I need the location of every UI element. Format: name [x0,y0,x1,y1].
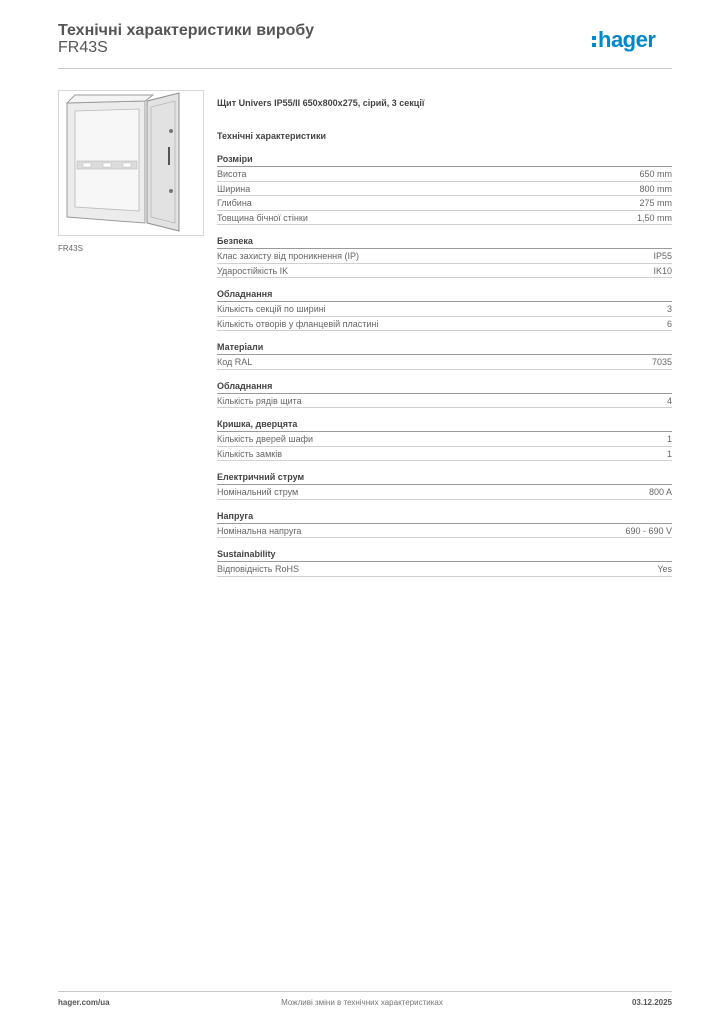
spec-value: 275 mm [639,198,672,208]
spec-group-sustainability [217,548,672,577]
spec-value: 3 [666,304,672,314]
hager-logo [592,28,672,57]
spec-value: 800 mm [639,183,672,194]
spec-value: 650 mm [639,169,672,179]
spec-label: Відповідність RoHS [217,564,299,574]
spec-label: Кількість отворів у фланцевій пластині [217,318,379,329]
footer-notice: Можливі зміни в технічних характеристиках [281,998,443,1007]
spec-value: 800 A [648,487,672,497]
spec-row [217,196,672,211]
footer-website-link[interactable]: hager.com/ua [58,998,110,1007]
spec-group-equipment-rows [217,380,672,409]
spec-value: 1,50 mm [636,212,672,223]
spec-group-title: Sustainability [217,548,672,562]
spec-group-door [217,418,672,461]
spec-value: 7035 [651,357,672,367]
spec-row [217,211,672,226]
specs-heading: Технічні характеристики [217,131,326,141]
spec-group-safety [217,235,672,278]
spec-group-title: Матеріали [217,341,672,355]
spec-value: 690 - 690 V [625,525,672,536]
spec-label: Товщина бічної стінки [217,212,308,223]
spec-label: Ударостійкість IK [217,265,289,276]
product-image [58,90,204,236]
spec-label: Код RAL [217,357,253,367]
header-divider [58,68,672,69]
spec-label: Кількість рядів щита [217,395,302,406]
hager-logo-mark [592,28,672,52]
product-name: Щит Univers IP55/II 650x800x275, сірий, 3 секції [217,98,425,108]
spec-group-voltage [217,510,672,539]
spec-row [217,182,672,197]
spec-row [217,317,672,332]
spec-group-title: Кришка, дверцята [217,418,672,432]
spec-label: Кількість секцій по ширині [217,304,326,314]
spec-value: 1 [666,434,672,444]
spec-label: Клас захисту від проникнення (IP) [217,251,360,261]
spec-row [217,302,672,317]
spec-group-title: Розміри [217,153,672,167]
spec-label: Кількість дверей шафи [217,434,314,444]
spec-row [217,485,672,500]
spec-row [217,355,672,370]
page-title: Технічні характеристики виробу [58,22,314,39]
spec-row [217,524,672,539]
spec-label: Номінальний струм [217,487,299,497]
spec-value: 1 [666,448,672,459]
spec-value: IP55 [653,251,672,261]
product-code: FR43S [58,39,108,56]
spec-group-equipment [217,288,672,331]
footer-date: 03.12.2025 [631,998,672,1007]
spec-group-title: Напруга [217,510,672,524]
footer-divider [58,991,672,992]
spec-label: Номінальна напруга [217,525,302,536]
spec-value: Yes [657,564,672,574]
spec-value: 4 [666,395,672,406]
spec-content [217,96,672,577]
spec-group-title: Обладнання [217,288,672,302]
spec-row [217,249,672,264]
svg-text:hager: hager [598,28,656,52]
spec-group-current [217,471,672,500]
spec-label: Глибина [217,198,252,208]
spec-group-title: Електричний струм [217,471,672,485]
spec-row [217,562,672,577]
spec-group-materials [217,341,672,370]
enclosure-illustration [59,91,203,235]
spec-row [217,394,672,409]
spec-group-title: Обладнання [217,380,672,394]
image-caption: FR43S [58,244,83,253]
spec-row [217,447,672,462]
spec-group-title: Безпека [217,235,672,249]
spec-row [217,167,672,182]
spec-label: Висота [217,169,247,179]
spec-value: IK10 [653,265,672,276]
spec-row [217,264,672,279]
spec-label: Ширина [217,183,251,194]
spec-group-dimensions [217,153,672,225]
spec-row [217,432,672,447]
spec-value: 6 [666,318,672,329]
spec-label: Кількість замків [217,448,282,459]
